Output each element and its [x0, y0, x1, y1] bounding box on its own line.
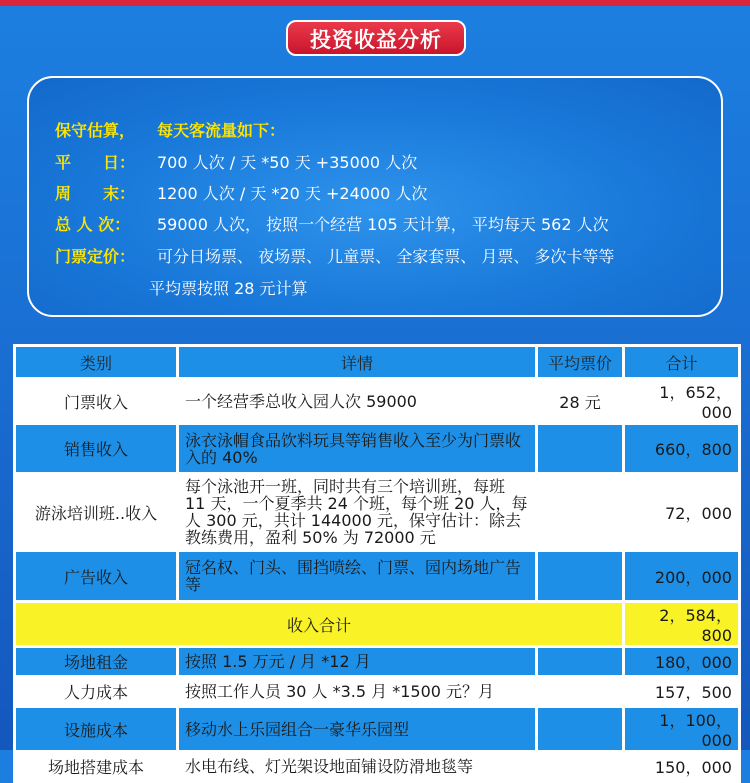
row-detail: 每个泳池开一班，同时共有三个培训班，每班 11 天，一个夏季共 24 个班，每个班 20 人，每人 300 元，共计 144000 元，保守估计：除去教练费用，盈利 50% 为 72000 元 — [179, 475, 535, 549]
row-total: 2，584，800 — [625, 603, 738, 645]
row-price — [538, 678, 622, 705]
row-detail: 按照工作人员 30 人 *3.5 月 *1500 元？月 — [179, 678, 535, 705]
row-category: 广告收入 — [16, 552, 176, 600]
row-detail: 按照 1.5 万元 / 月 *12 月 — [179, 648, 535, 675]
row-detail: 冠名权、门头、围挡喷绘、门票、园内场地广告等 — [179, 552, 535, 600]
info-label: 门票定价： — [55, 247, 136, 266]
info-value: 每天客流量如下： — [157, 121, 286, 140]
row-price — [538, 552, 622, 600]
row-price — [538, 648, 622, 675]
info-value: 700 人次 / 天 *50 天 +35000 人次 — [157, 153, 418, 172]
row-price — [538, 753, 622, 780]
page-title: 投资收益分析 — [286, 20, 466, 56]
header-price: 平均票价 — [538, 347, 622, 377]
row-total: 1，652，000 — [625, 380, 738, 422]
row-total: 660，800 — [625, 425, 738, 472]
row-total: 1，100，000 — [625, 708, 738, 750]
income-total-row — [16, 603, 738, 645]
row-total: 72，000 — [625, 475, 738, 549]
row-total: 180，000 — [625, 648, 738, 675]
row-category: 门票收入 — [16, 380, 176, 422]
table-header-row — [16, 347, 738, 377]
row-category: 场地租金 — [16, 648, 176, 675]
header-category: 类别 — [16, 347, 176, 377]
info-label: 周 末： — [55, 184, 136, 203]
row-price: 28 元 — [538, 380, 622, 422]
row-price — [538, 708, 622, 750]
row-category: 场地搭建成本 — [16, 753, 176, 780]
info-value: 平均票按照 28 元计算 — [149, 279, 308, 298]
header-detail: 详情 — [179, 347, 535, 377]
table-row — [16, 552, 738, 600]
info-label: 总 人 次： — [55, 215, 131, 234]
row-price — [538, 425, 622, 472]
info-value: 1200 人次 / 天 *20 天 +24000 人次 — [157, 184, 428, 203]
info-label: 平 日： — [55, 153, 136, 172]
info-label: 保守估算， — [55, 121, 136, 140]
row-category: 销售收入 — [16, 425, 176, 472]
row-category: 设施成本 — [16, 708, 176, 750]
table-row — [16, 753, 738, 780]
row-price — [538, 475, 622, 549]
table-row — [16, 678, 738, 705]
row-total: 150，000 — [625, 753, 738, 780]
row-detail: 泳衣泳帽食品饮料玩具等销售收入至少为门票收入的 40% — [179, 425, 535, 472]
row-category: 人力成本 — [16, 678, 176, 705]
top-accent-strip — [0, 0, 750, 6]
revenue-cost-table — [13, 344, 741, 783]
row-detail: 水电布线、灯光架设地面铺设防滑地毯等 — [179, 753, 535, 780]
info-value: 可分日场票、 夜场票、 儿童票、 全家套票、 月票、 多次卡等等 — [157, 247, 615, 266]
row-category: 游泳培训班..收入 — [16, 475, 176, 549]
table-row — [16, 648, 738, 675]
table-row — [16, 425, 738, 472]
info-value: 59000 人次， 按照一个经营 105 天计算， 平均每天 562 人次 — [157, 215, 609, 234]
table-row — [16, 708, 738, 750]
header-total: 合计 — [625, 347, 738, 377]
traffic-estimate-panel — [27, 76, 723, 317]
row-detail: 一个经营季总收入园人次 59000 — [179, 380, 535, 422]
row-detail: 移动水上乐园组合一豪华乐园型 — [179, 708, 535, 750]
table-row — [16, 380, 738, 422]
row-category: 收入合计 — [16, 603, 622, 645]
row-total: 200，000 — [625, 552, 738, 600]
row-total: 157，500 — [625, 678, 738, 705]
table-row — [16, 475, 738, 549]
